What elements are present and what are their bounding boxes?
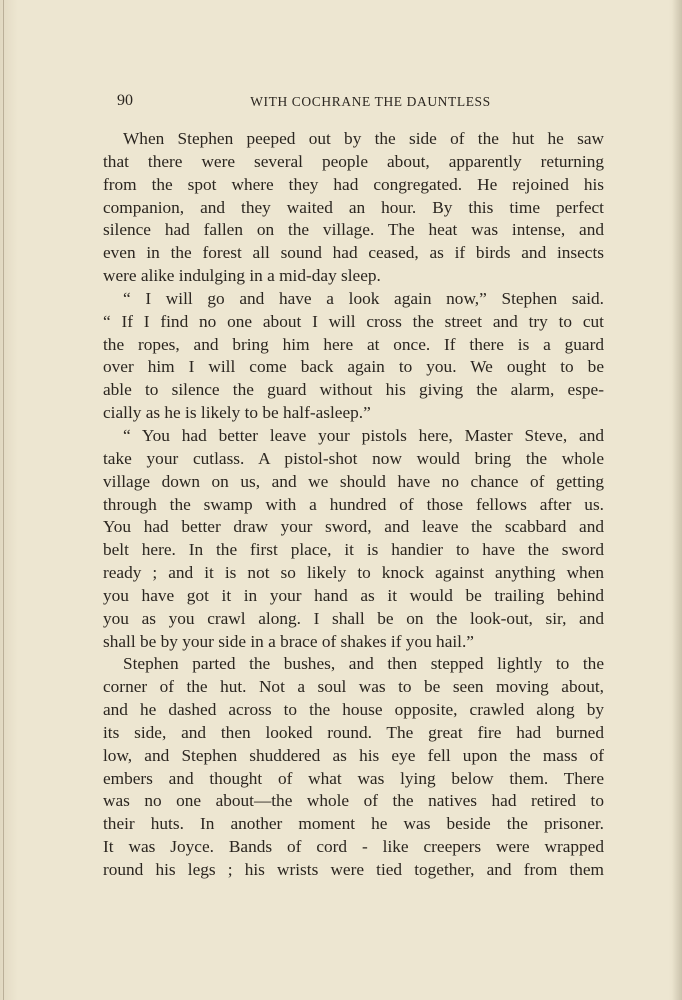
text-line: village down on us, and we should have no chance of getting xyxy=(103,471,604,491)
text-line: were alike indulging in a mid-day sleep. xyxy=(103,266,381,286)
running-head: WITH COCHRANE THE DAUNTLESS xyxy=(250,94,491,109)
text-line: embers and thought of what was lying below them. There xyxy=(103,768,604,788)
text-line: low, and Stephen shuddered as his eye fell upon the mass of xyxy=(103,745,604,765)
text-line: It was Joyce. Bands of cord - like creepers were wrapped xyxy=(103,837,604,857)
text-line: round his legs ; his wrists were tied together, and from them xyxy=(103,860,604,879)
text-line: their huts. In another moment he was beside the prisoner. xyxy=(103,814,604,834)
text-line: ready ; and it is not so likely to knock against anything when xyxy=(103,563,604,583)
text-line: Stephen parted the bushes, and then stepped lightly to the xyxy=(123,654,604,674)
page-gutter-line xyxy=(3,0,4,1000)
text-line: cially as he is likely to be half-asleep.” xyxy=(103,403,371,423)
text-line: through the swamp with a hundred of those fellows after us. xyxy=(103,494,604,514)
page-edge-shadow xyxy=(672,0,682,1000)
text-line: You had better draw your sword, and leave the scabbard and xyxy=(103,517,604,537)
text-line: that there were several people about, apparently returning xyxy=(103,151,604,171)
text-line: the ropes, and bring him here at once. If there is a guard xyxy=(103,334,604,354)
text-line: its side, and then looked round. The great fire had burned xyxy=(103,722,604,742)
text-line: even in the forest all sound had ceased, as if birds and insects xyxy=(103,243,604,263)
text-line: When Stephen peeped out by the side of the hut he saw xyxy=(123,129,604,148)
text-line: companion, and they waited an hour. By this time perfect xyxy=(103,197,604,217)
text-line: you have got it in your hand as it would be trailing behind xyxy=(103,585,604,605)
text-line: from the spot where they had congregated. He rejoined his xyxy=(103,174,604,194)
text-line: was no one about—the whole of the natives had retired to xyxy=(103,791,604,811)
page-header xyxy=(117,92,604,112)
text-line: “ You had better leave your pistols here, Master Steve, and xyxy=(123,425,604,445)
text-line: you as you crawl along. I shall be on the look-out, sir, and xyxy=(103,608,604,628)
text-line: shall be by your side in a brace of shakes if you hail.” xyxy=(103,631,474,651)
text-line: silence had fallen on the village. The heat was intense, and xyxy=(103,220,604,240)
text-line: over him I will come back again to you. We ought to be xyxy=(103,357,604,377)
text-line: able to silence the guard without his giving the alarm, espe- xyxy=(103,380,604,400)
text-line: corner of the hut. Not a soul was to be seen moving about, xyxy=(103,677,604,697)
text-line: and he dashed across to the house opposite, crawled along by xyxy=(103,700,604,720)
text-line: “ I will go and have a look again now,” Stephen said. xyxy=(123,288,604,308)
text-line: take your cutlass. A pistol-shot now would bring the whole xyxy=(103,448,604,468)
body-text xyxy=(103,128,604,882)
text-line: “ If I find no one about I will cross the street and try to cut xyxy=(103,311,604,331)
text-line: belt here. In the first place, it is handier to have the sword xyxy=(103,540,604,560)
page-number: 90 xyxy=(117,92,133,109)
